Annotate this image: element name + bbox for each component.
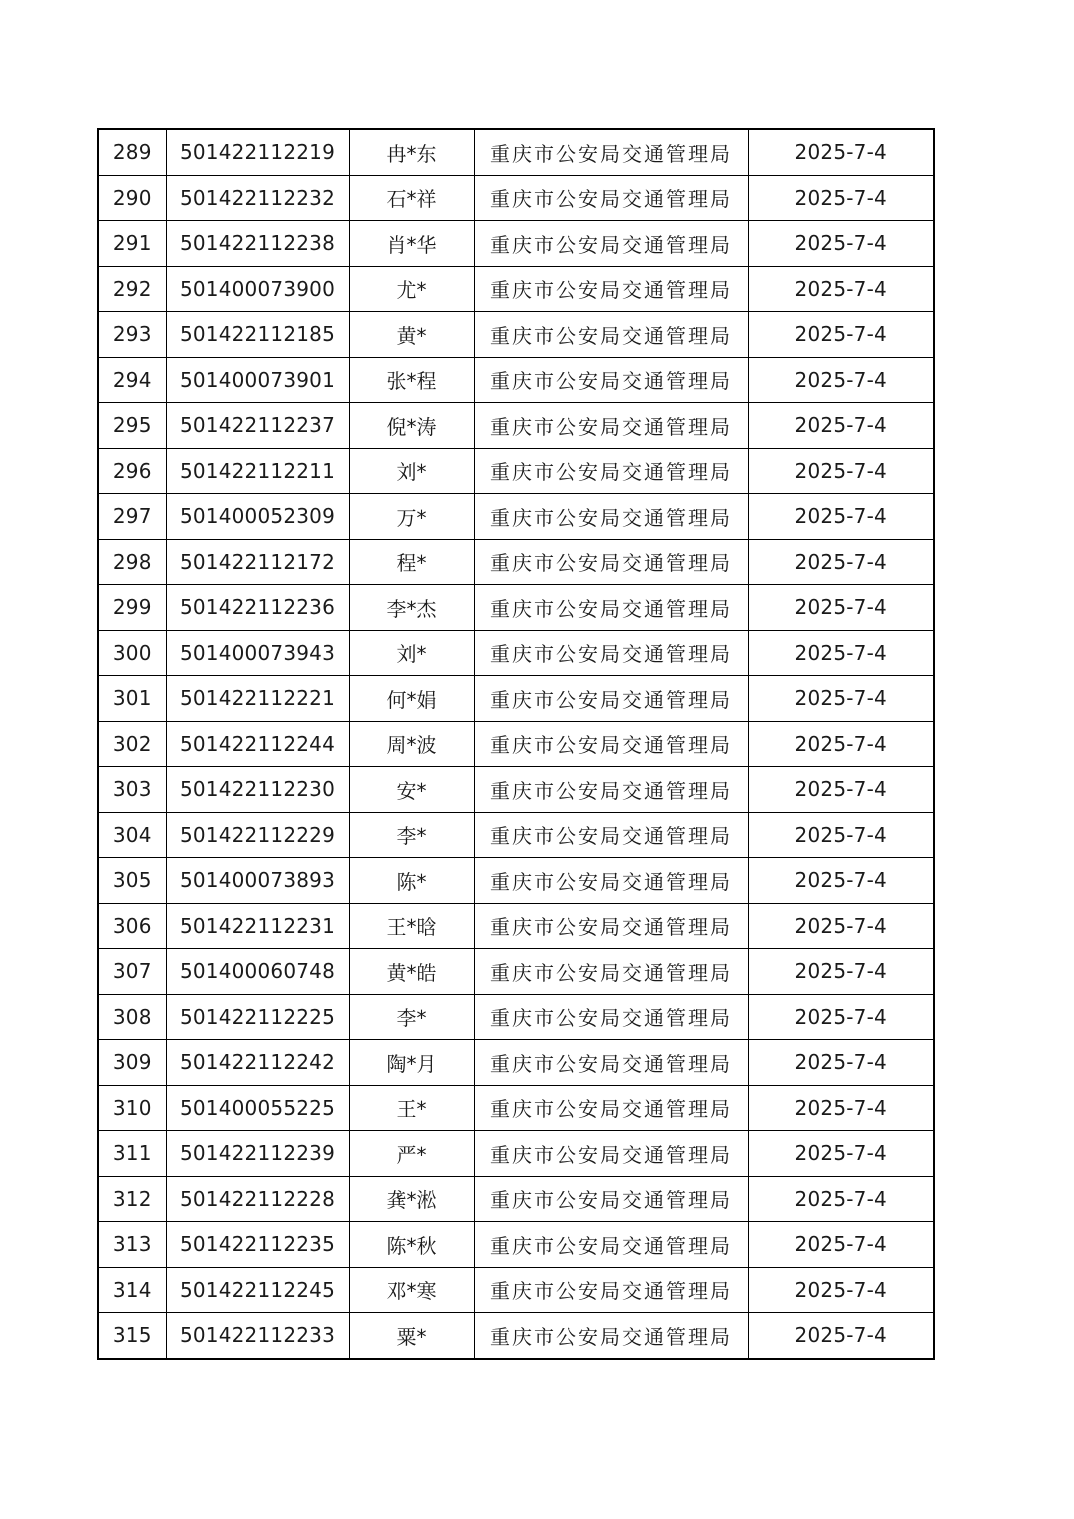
cell-date: 2025-7-4	[748, 266, 934, 312]
cell-date: 2025-7-4	[748, 858, 934, 904]
cell-id-number: 501422112225	[166, 994, 349, 1040]
table-row	[98, 221, 934, 267]
cell-date: 2025-7-4	[748, 903, 934, 949]
cell-id-number: 501400073901	[166, 357, 349, 403]
roster-table-body	[98, 129, 934, 1359]
table-row	[98, 1131, 934, 1177]
cell-date: 2025-7-4	[748, 539, 934, 585]
table-row	[98, 767, 934, 813]
cell-id-number: 501422112235	[166, 1222, 349, 1268]
cell-id-number: 501400060748	[166, 949, 349, 995]
cell-name: 冉*东	[349, 129, 474, 175]
cell-id-number: 501422112221	[166, 676, 349, 722]
cell-name: 李*	[349, 812, 474, 858]
cell-date: 2025-7-4	[748, 494, 934, 540]
cell-date: 2025-7-4	[748, 1131, 934, 1177]
cell-organization: 重庆市公安局交通管理局	[474, 129, 748, 175]
table-row	[98, 903, 934, 949]
cell-name: 安*	[349, 767, 474, 813]
cell-seq: 312	[98, 1176, 166, 1222]
cell-seq: 292	[98, 266, 166, 312]
cell-name: 尤*	[349, 266, 474, 312]
cell-name: 黄*	[349, 312, 474, 358]
cell-organization: 重庆市公安局交通管理局	[474, 630, 748, 676]
cell-seq: 310	[98, 1085, 166, 1131]
table-row	[98, 448, 934, 494]
cell-id-number: 501422112219	[166, 129, 349, 175]
cell-name: 王*晗	[349, 903, 474, 949]
cell-id-number: 501400055225	[166, 1085, 349, 1131]
cell-id-number: 501422112242	[166, 1040, 349, 1086]
cell-id-number: 501422112236	[166, 585, 349, 631]
cell-name: 刘*	[349, 630, 474, 676]
cell-id-number: 501422112185	[166, 312, 349, 358]
cell-date: 2025-7-4	[748, 585, 934, 631]
cell-organization: 重庆市公安局交通管理局	[474, 539, 748, 585]
cell-name: 张*程	[349, 357, 474, 403]
cell-organization: 重庆市公安局交通管理局	[474, 1131, 748, 1177]
table-row	[98, 812, 934, 858]
cell-organization: 重庆市公安局交通管理局	[474, 676, 748, 722]
table-row	[98, 1222, 934, 1268]
cell-id-number: 501422112229	[166, 812, 349, 858]
cell-seq: 304	[98, 812, 166, 858]
cell-id-number: 501422112244	[166, 721, 349, 767]
cell-date: 2025-7-4	[748, 994, 934, 1040]
cell-name: 严*	[349, 1131, 474, 1177]
cell-name: 程*	[349, 539, 474, 585]
cell-organization: 重庆市公安局交通管理局	[474, 1085, 748, 1131]
cell-id-number: 501400073900	[166, 266, 349, 312]
cell-date: 2025-7-4	[748, 129, 934, 175]
table-row	[98, 949, 934, 995]
cell-date: 2025-7-4	[748, 1040, 934, 1086]
cell-id-number: 501400073893	[166, 858, 349, 904]
cell-id-number: 501422112231	[166, 903, 349, 949]
cell-seq: 289	[98, 129, 166, 175]
cell-name: 万*	[349, 494, 474, 540]
cell-organization: 重庆市公安局交通管理局	[474, 312, 748, 358]
cell-date: 2025-7-4	[748, 949, 934, 995]
cell-seq: 291	[98, 221, 166, 267]
table-row	[98, 1085, 934, 1131]
cell-id-number: 501400073943	[166, 630, 349, 676]
cell-organization: 重庆市公安局交通管理局	[474, 357, 748, 403]
table-row	[98, 129, 934, 175]
table-row	[98, 1176, 934, 1222]
cell-organization: 重庆市公安局交通管理局	[474, 1040, 748, 1086]
cell-name: 粟*	[349, 1313, 474, 1359]
cell-date: 2025-7-4	[748, 448, 934, 494]
cell-seq: 294	[98, 357, 166, 403]
cell-seq: 309	[98, 1040, 166, 1086]
cell-date: 2025-7-4	[748, 1085, 934, 1131]
cell-id-number: 501422112211	[166, 448, 349, 494]
cell-organization: 重庆市公安局交通管理局	[474, 767, 748, 813]
cell-id-number: 501422112245	[166, 1267, 349, 1313]
cell-organization: 重庆市公安局交通管理局	[474, 858, 748, 904]
cell-id-number: 501422112172	[166, 539, 349, 585]
cell-organization: 重庆市公安局交通管理局	[474, 721, 748, 767]
cell-name: 周*波	[349, 721, 474, 767]
cell-date: 2025-7-4	[748, 1222, 934, 1268]
cell-name: 邓*寒	[349, 1267, 474, 1313]
cell-seq: 308	[98, 994, 166, 1040]
cell-date: 2025-7-4	[748, 1313, 934, 1359]
cell-date: 2025-7-4	[748, 312, 934, 358]
cell-seq: 306	[98, 903, 166, 949]
table-row	[98, 994, 934, 1040]
cell-id-number: 501400052309	[166, 494, 349, 540]
cell-seq: 295	[98, 403, 166, 449]
cell-name: 龚*淞	[349, 1176, 474, 1222]
cell-seq: 299	[98, 585, 166, 631]
table-row	[98, 585, 934, 631]
cell-seq: 307	[98, 949, 166, 995]
cell-name: 李*	[349, 994, 474, 1040]
table-row	[98, 1313, 934, 1359]
cell-seq: 314	[98, 1267, 166, 1313]
cell-organization: 重庆市公安局交通管理局	[474, 1313, 748, 1359]
cell-seq: 303	[98, 767, 166, 813]
cell-id-number: 501422112233	[166, 1313, 349, 1359]
cell-date: 2025-7-4	[748, 721, 934, 767]
cell-organization: 重庆市公安局交通管理局	[474, 266, 748, 312]
table-row	[98, 1267, 934, 1313]
table-row	[98, 266, 934, 312]
cell-date: 2025-7-4	[748, 1176, 934, 1222]
cell-organization: 重庆市公安局交通管理局	[474, 812, 748, 858]
table-row	[98, 676, 934, 722]
cell-name: 肖*华	[349, 221, 474, 267]
cell-organization: 重庆市公安局交通管理局	[474, 221, 748, 267]
cell-organization: 重庆市公安局交通管理局	[474, 1267, 748, 1313]
cell-name: 黄*皓	[349, 949, 474, 995]
cell-name: 陈*秋	[349, 1222, 474, 1268]
cell-id-number: 501422112232	[166, 175, 349, 221]
cell-date: 2025-7-4	[748, 1267, 934, 1313]
table-row	[98, 312, 934, 358]
cell-id-number: 501422112230	[166, 767, 349, 813]
cell-organization: 重庆市公安局交通管理局	[474, 1176, 748, 1222]
cell-date: 2025-7-4	[748, 676, 934, 722]
cell-date: 2025-7-4	[748, 630, 934, 676]
cell-name: 陶*月	[349, 1040, 474, 1086]
cell-id-number: 501422112238	[166, 221, 349, 267]
roster-table	[97, 128, 935, 1360]
cell-name: 倪*涛	[349, 403, 474, 449]
table-row	[98, 721, 934, 767]
cell-date: 2025-7-4	[748, 357, 934, 403]
cell-seq: 300	[98, 630, 166, 676]
cell-id-number: 501422112237	[166, 403, 349, 449]
cell-organization: 重庆市公安局交通管理局	[474, 448, 748, 494]
cell-id-number: 501422112228	[166, 1176, 349, 1222]
cell-name: 石*祥	[349, 175, 474, 221]
cell-organization: 重庆市公安局交通管理局	[474, 403, 748, 449]
cell-seq: 302	[98, 721, 166, 767]
cell-organization: 重庆市公安局交通管理局	[474, 949, 748, 995]
table-row	[98, 357, 934, 403]
cell-organization: 重庆市公安局交通管理局	[474, 994, 748, 1040]
cell-date: 2025-7-4	[748, 812, 934, 858]
cell-seq: 290	[98, 175, 166, 221]
table-row	[98, 630, 934, 676]
cell-organization: 重庆市公安局交通管理局	[474, 585, 748, 631]
cell-seq: 297	[98, 494, 166, 540]
cell-seq: 293	[98, 312, 166, 358]
cell-organization: 重庆市公安局交通管理局	[474, 175, 748, 221]
cell-id-number: 501422112239	[166, 1131, 349, 1177]
table-row	[98, 175, 934, 221]
table-row	[98, 403, 934, 449]
table-row	[98, 494, 934, 540]
cell-seq: 315	[98, 1313, 166, 1359]
cell-seq: 296	[98, 448, 166, 494]
cell-date: 2025-7-4	[748, 767, 934, 813]
cell-name: 何*娟	[349, 676, 474, 722]
cell-organization: 重庆市公安局交通管理局	[474, 1222, 748, 1268]
cell-date: 2025-7-4	[748, 175, 934, 221]
cell-seq: 298	[98, 539, 166, 585]
cell-name: 陈*	[349, 858, 474, 904]
cell-name: 王*	[349, 1085, 474, 1131]
cell-name: 刘*	[349, 448, 474, 494]
cell-organization: 重庆市公安局交通管理局	[474, 494, 748, 540]
cell-seq: 301	[98, 676, 166, 722]
table-row	[98, 1040, 934, 1086]
cell-seq: 311	[98, 1131, 166, 1177]
cell-seq: 313	[98, 1222, 166, 1268]
table-row	[98, 539, 934, 585]
cell-organization: 重庆市公安局交通管理局	[474, 903, 748, 949]
cell-name: 李*杰	[349, 585, 474, 631]
cell-seq: 305	[98, 858, 166, 904]
cell-date: 2025-7-4	[748, 403, 934, 449]
cell-date: 2025-7-4	[748, 221, 934, 267]
table-row	[98, 858, 934, 904]
